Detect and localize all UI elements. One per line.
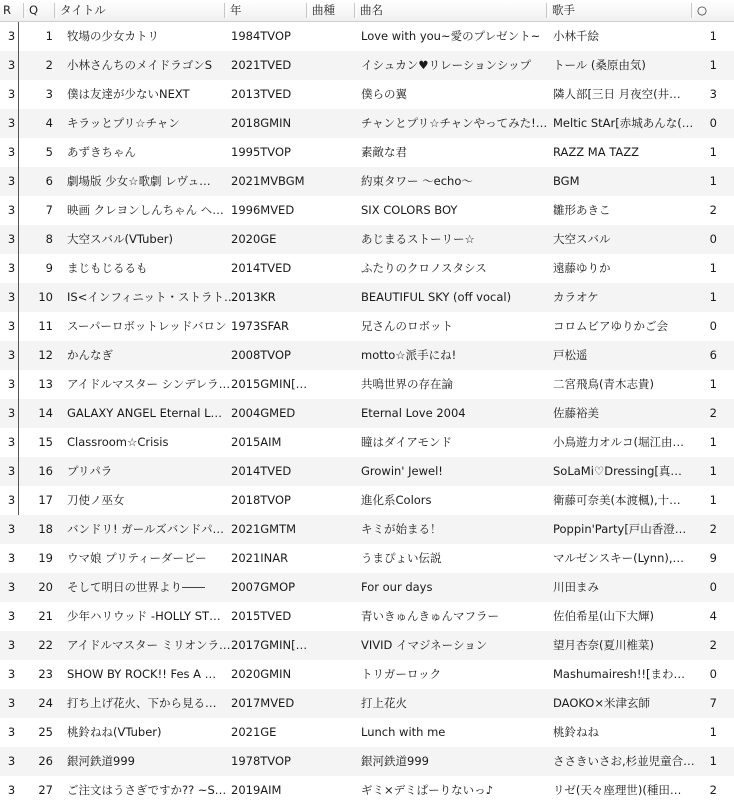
cell-r: 3	[7, 754, 16, 768]
cell-title: Classroom☆Crisis	[67, 435, 169, 449]
cell-song: 共鳴世界の存在論	[361, 377, 453, 391]
cell-year: 2008TVOP	[231, 348, 291, 362]
cell-circle: 1	[709, 754, 717, 768]
cell-artist: カラオケ	[553, 290, 599, 304]
cell-artist: 小林千絵	[553, 29, 599, 43]
cell-circle: 1	[709, 725, 717, 739]
column-header-r[interactable]: R	[0, 0, 26, 21]
cell-title: アイドルマスター ミリオンラ…	[67, 638, 231, 652]
cell-artist: 二宮飛鳥(青木志貴)	[553, 377, 654, 391]
cell-q: 26	[38, 754, 53, 768]
cell-song: キミが始まる！	[361, 522, 442, 536]
cell-song: For our days	[361, 580, 433, 594]
cell-title: 僕は友達が少ないNEXT	[67, 87, 190, 101]
cell-song: Lunch with me	[361, 725, 446, 739]
cell-circle: 0	[709, 580, 717, 594]
cell-r: 3	[7, 58, 16, 72]
cell-artist: ささきいさお,杉並児童合…	[553, 754, 695, 768]
cell-r: 3	[7, 145, 16, 159]
cell-circle: 0	[709, 116, 717, 130]
table-row[interactable]	[0, 225, 734, 254]
cell-circle: 1	[709, 435, 717, 449]
cell-r: 3	[7, 290, 16, 304]
cell-q: 8	[45, 232, 53, 246]
cell-artist: Mashumairesh!![まわ…	[553, 667, 686, 681]
cell-artist: DAOKO×米津玄師	[553, 696, 650, 710]
cell-song: motto☆派手にね!	[361, 348, 457, 362]
cell-title: 刀使ノ巫女	[67, 493, 125, 507]
cell-circle: 2	[709, 783, 717, 797]
cell-q: 13	[38, 377, 53, 391]
table-row[interactable]	[0, 573, 734, 602]
cell-year: 2014TVED	[231, 464, 292, 478]
cell-r: 3	[7, 580, 16, 594]
cell-song: BEAUTIFUL SKY (off vocal)	[361, 290, 512, 304]
table-row[interactable]	[0, 660, 734, 689]
cell-year: 2014TVED	[231, 261, 292, 275]
cell-r: 3	[7, 464, 16, 478]
table-row[interactable]	[0, 602, 734, 631]
cell-year: 2020GMIN	[231, 667, 292, 681]
cell-artist: RAZZ MA TAZZ	[553, 145, 640, 159]
cell-song: あじまるストーリー☆	[361, 232, 475, 246]
cell-year: 2015GMIN[…	[231, 377, 308, 391]
cell-circle: 1	[709, 493, 717, 507]
cell-year: 2020GE	[231, 232, 277, 246]
cell-q: 3	[45, 87, 53, 101]
cell-q: 15	[38, 435, 53, 449]
cell-year: 2018TVOP	[231, 493, 291, 507]
cell-r: 3	[7, 406, 16, 420]
cell-q: 19	[38, 551, 53, 565]
cell-year: 2021INAR	[231, 551, 289, 565]
cell-song: 打上花火	[361, 696, 407, 710]
cell-q: 14	[38, 406, 53, 420]
cell-r: 3	[7, 435, 16, 449]
cell-song: 銀河鉄道999	[361, 754, 429, 768]
cell-title: 銀河鉄道999	[67, 754, 135, 768]
cell-artist: 戸松遥	[553, 348, 588, 362]
cell-r: 3	[7, 174, 16, 188]
cell-circle: 1	[709, 377, 717, 391]
table-row[interactable]	[0, 109, 734, 138]
cell-year: 2017GMIN[…	[231, 638, 308, 652]
cell-circle: 1	[709, 261, 717, 275]
cell-artist: 川田まみ	[553, 580, 599, 594]
column-header-genre[interactable]: 曲種	[309, 0, 357, 21]
cell-title: かんなぎ	[67, 348, 113, 362]
cell-q: 20	[38, 580, 53, 594]
cell-r: 3	[7, 638, 16, 652]
cell-song: 素敵な君	[361, 145, 407, 159]
cell-title: 桃鈴ねね(VTuber)	[67, 725, 162, 739]
cell-q: 1	[45, 29, 53, 43]
table-row[interactable]	[0, 486, 734, 515]
cell-title: 牧場の少女カトリ	[67, 29, 159, 43]
cell-q: 25	[38, 725, 53, 739]
table-row[interactable]	[0, 51, 734, 80]
cell-circle: 2	[709, 406, 717, 420]
cell-year: 2013KR	[231, 290, 276, 304]
table-row[interactable]	[0, 341, 734, 370]
cell-artist: 望月杏奈(夏川椎菜)	[553, 638, 654, 652]
cell-q: 24	[38, 696, 53, 710]
cell-r: 3	[7, 261, 16, 275]
cell-circle: 6	[709, 348, 717, 362]
cell-circle: 1	[709, 58, 717, 72]
cell-circle: 3	[709, 87, 717, 101]
cell-title: 映画 クレヨンしんちゃん ヘ…	[67, 203, 224, 217]
cell-r: 3	[7, 551, 16, 565]
cell-r: 3	[7, 667, 16, 681]
cell-title: IS<インフィニット・ストラト…	[67, 290, 236, 304]
cell-circle: 1	[709, 290, 717, 304]
cell-artist: リゼ(天々座理世)(種田…	[553, 783, 682, 797]
cell-r: 3	[7, 783, 16, 797]
table-row[interactable]	[0, 283, 734, 312]
cell-title: GALAXY ANGEL Eternal L…	[67, 406, 223, 420]
cell-year: 1984TVOP	[231, 29, 291, 43]
cell-artist: 大空スバル	[553, 232, 611, 246]
cell-artist: 衛藤可奈美(本渡楓),十…	[553, 493, 681, 507]
cell-song: ふたりのクロノスタシス	[361, 261, 487, 275]
cell-song: ギミ×デミぱーりないっ♪	[361, 783, 493, 797]
cell-r: 3	[7, 522, 16, 536]
cell-song: 瞳はダイアモンド	[361, 435, 452, 449]
cell-r: 3	[7, 377, 16, 391]
cell-q: 12	[38, 348, 53, 362]
cell-r: 3	[7, 29, 16, 43]
table-row[interactable]	[0, 254, 734, 283]
cell-r: 3	[7, 319, 16, 333]
cell-song: イシュカン♥リレーションシップ	[361, 58, 532, 72]
cell-artist: BGM	[553, 174, 580, 188]
cell-artist: Poppin'Party[戸山香澄…	[553, 522, 687, 536]
cell-q: 10	[38, 290, 53, 304]
cell-title: プリパラ	[67, 464, 113, 478]
cell-q: 16	[38, 464, 53, 478]
cell-r: 3	[7, 232, 16, 246]
cell-artist: 小鳥遊力オルコ(堀江由…	[553, 435, 684, 449]
cell-r: 3	[7, 203, 16, 217]
table-row[interactable]	[0, 631, 734, 660]
cell-q: 9	[45, 261, 53, 275]
cell-title: 大空スバル(VTuber)	[67, 232, 174, 246]
cell-title: 劇場版 少女☆歌劇 レヴュ…	[67, 174, 211, 188]
cell-r: 3	[7, 609, 16, 623]
cell-r: 3	[7, 725, 16, 739]
table-row[interactable]	[0, 196, 734, 225]
cell-year: 1973SFAR	[231, 319, 289, 333]
cell-circle: 1	[709, 145, 717, 159]
cell-circle: 0	[709, 232, 717, 246]
cell-artist: 雛形あきこ	[553, 203, 611, 217]
cell-year: 2017MVED	[231, 696, 295, 710]
cell-title: 小林さんちのメイドラゴンS	[67, 58, 213, 72]
table-row[interactable]	[0, 399, 734, 428]
cell-circle: 4	[709, 609, 717, 623]
cell-artist: トール (桑原由気)	[553, 58, 646, 72]
cell-title: 打ち上げ花火、下から見る…	[67, 696, 217, 710]
cell-title: ご注文はうさぎですか?? ~S…	[67, 783, 227, 797]
cell-r: 3	[7, 348, 16, 362]
cell-song: トリガーロック	[361, 667, 442, 681]
cell-artist: コロムビアゆりかご会	[553, 319, 668, 333]
column-header-title[interactable]: タイトル	[57, 0, 227, 21]
cell-q: 23	[38, 667, 53, 681]
table-row[interactable]	[0, 312, 734, 341]
cell-artist: 佐藤裕美	[553, 406, 599, 420]
column-header-song[interactable]: 曲名	[357, 0, 549, 21]
cell-song: 約束タワー ～echo～	[361, 174, 473, 188]
cell-q: 4	[45, 116, 53, 130]
cell-r: 3	[7, 116, 16, 130]
cell-title: キラッとプリ☆チャン	[67, 116, 180, 130]
cell-title: バンドリ! ガールズバンドパ…	[67, 522, 224, 536]
cell-title: 少年ハリウッド -HOLLY ST…	[67, 609, 221, 623]
cell-r: 3	[7, 87, 16, 101]
cell-r: 3	[7, 696, 16, 710]
cell-artist: 隣人部[三日 月夜空(井…	[553, 87, 681, 101]
cell-artist: Meltic StAr[赤城あんな(…	[553, 116, 694, 130]
cell-q: 11	[38, 319, 53, 333]
cell-circle: 0	[709, 667, 717, 681]
table-row[interactable]	[0, 370, 734, 399]
cell-artist: 桃鈴ねね	[553, 725, 599, 739]
cell-q: 22	[38, 638, 53, 652]
cell-year: 2013TVED	[231, 87, 292, 101]
cell-circle: 2	[709, 203, 717, 217]
table-row[interactable]	[0, 80, 734, 109]
column-header-circle[interactable]: ○	[697, 3, 708, 17]
cell-song: Eternal Love 2004	[361, 406, 466, 420]
cell-artist: 遠藤ゆりか	[553, 261, 611, 275]
cell-year: 2015AIM	[231, 435, 282, 449]
table-row[interactable]	[0, 138, 734, 167]
table-row[interactable]	[0, 457, 734, 486]
cell-q: 6	[45, 174, 53, 188]
cell-artist: 佐伯希星(山下大輝)	[553, 609, 654, 623]
cell-song: 僕らの翼	[361, 87, 407, 101]
cell-title: ウマ娘 プリティーダービー	[67, 551, 207, 565]
cell-year: 1978TVOP	[231, 754, 291, 768]
table-row[interactable]	[0, 544, 734, 573]
cell-title: そして明日の世界より――	[67, 580, 205, 594]
table-row[interactable]	[0, 167, 734, 196]
cell-q: 18	[38, 522, 53, 536]
cell-title: SHOW BY ROCK!! Fes A …	[67, 667, 217, 681]
cell-year: 2021MVBGM	[231, 174, 305, 188]
table-row[interactable]	[0, 747, 734, 776]
cell-artist: マルゼンスキー(Lynn),…	[553, 551, 685, 565]
cell-circle: 1	[709, 464, 717, 478]
table-row[interactable]	[0, 689, 734, 718]
column-header-year[interactable]: 年	[227, 0, 309, 21]
cell-circle: 1	[709, 174, 717, 188]
cell-year: 2007GMOP	[231, 580, 296, 594]
cell-q: 21	[38, 609, 53, 623]
cell-q: 17	[38, 493, 53, 507]
cell-song: チャンとプリ☆チャンやってみた!…	[361, 116, 548, 130]
table-row[interactable]	[0, 718, 734, 747]
cell-circle: 7	[709, 696, 717, 710]
cell-year: 1995TVOP	[231, 145, 291, 159]
cell-song: SIX COLORS BOY	[361, 203, 458, 217]
cell-song: うまぴょい伝説	[361, 551, 442, 565]
cell-circle: 2	[709, 638, 717, 652]
cell-artist: SoLaMi♡Dressing[真…	[553, 464, 682, 478]
cell-q: 7	[45, 203, 53, 217]
cell-year: 2015TVED	[231, 609, 292, 623]
table-row[interactable]	[0, 22, 734, 51]
table-row[interactable]	[0, 515, 734, 544]
cell-year: 2019AIM	[231, 783, 282, 797]
table-row[interactable]	[0, 776, 734, 805]
cell-title: アイドルマスター シンデレラ…	[67, 377, 231, 391]
cell-song: 青いきゅんきゅんマフラー	[361, 609, 499, 623]
cell-year: 2021GMTM	[231, 522, 297, 536]
cell-circle: 1	[709, 29, 717, 43]
column-header-artist[interactable]: 歌手	[549, 0, 694, 21]
cell-year: 1996MVED	[231, 203, 295, 217]
cell-title: まじもじるるも	[67, 261, 148, 275]
cell-title: あずきちゃん	[67, 145, 136, 159]
column-header-q[interactable]: Q	[26, 0, 57, 21]
cell-circle: 2	[709, 522, 717, 536]
cell-song: Love with you~愛のプレゼント~	[361, 29, 541, 43]
cell-r: 3	[7, 493, 16, 507]
cell-q: 27	[38, 783, 53, 797]
cell-circle: 0	[709, 319, 717, 333]
cell-song: VIVID イマジネーション	[361, 638, 488, 652]
cell-q: 2	[45, 58, 53, 72]
cell-song: Growin' Jewel!	[361, 464, 443, 478]
table-row[interactable]	[0, 428, 734, 457]
cell-year: 2018GMIN	[231, 116, 292, 130]
cell-q: 5	[45, 145, 53, 159]
cell-title: スーパーロボットレッドバロン	[67, 319, 227, 333]
cell-circle: 9	[709, 551, 717, 565]
cell-song: 兄さんのロボット	[361, 319, 453, 333]
cell-year: 2004GMED	[231, 406, 296, 420]
cell-song: 進化系Colors	[361, 493, 432, 507]
cell-year: 2021TVED	[231, 58, 292, 72]
column-header-row	[0, 0, 734, 22]
cell-year: 2021GE	[231, 725, 277, 739]
